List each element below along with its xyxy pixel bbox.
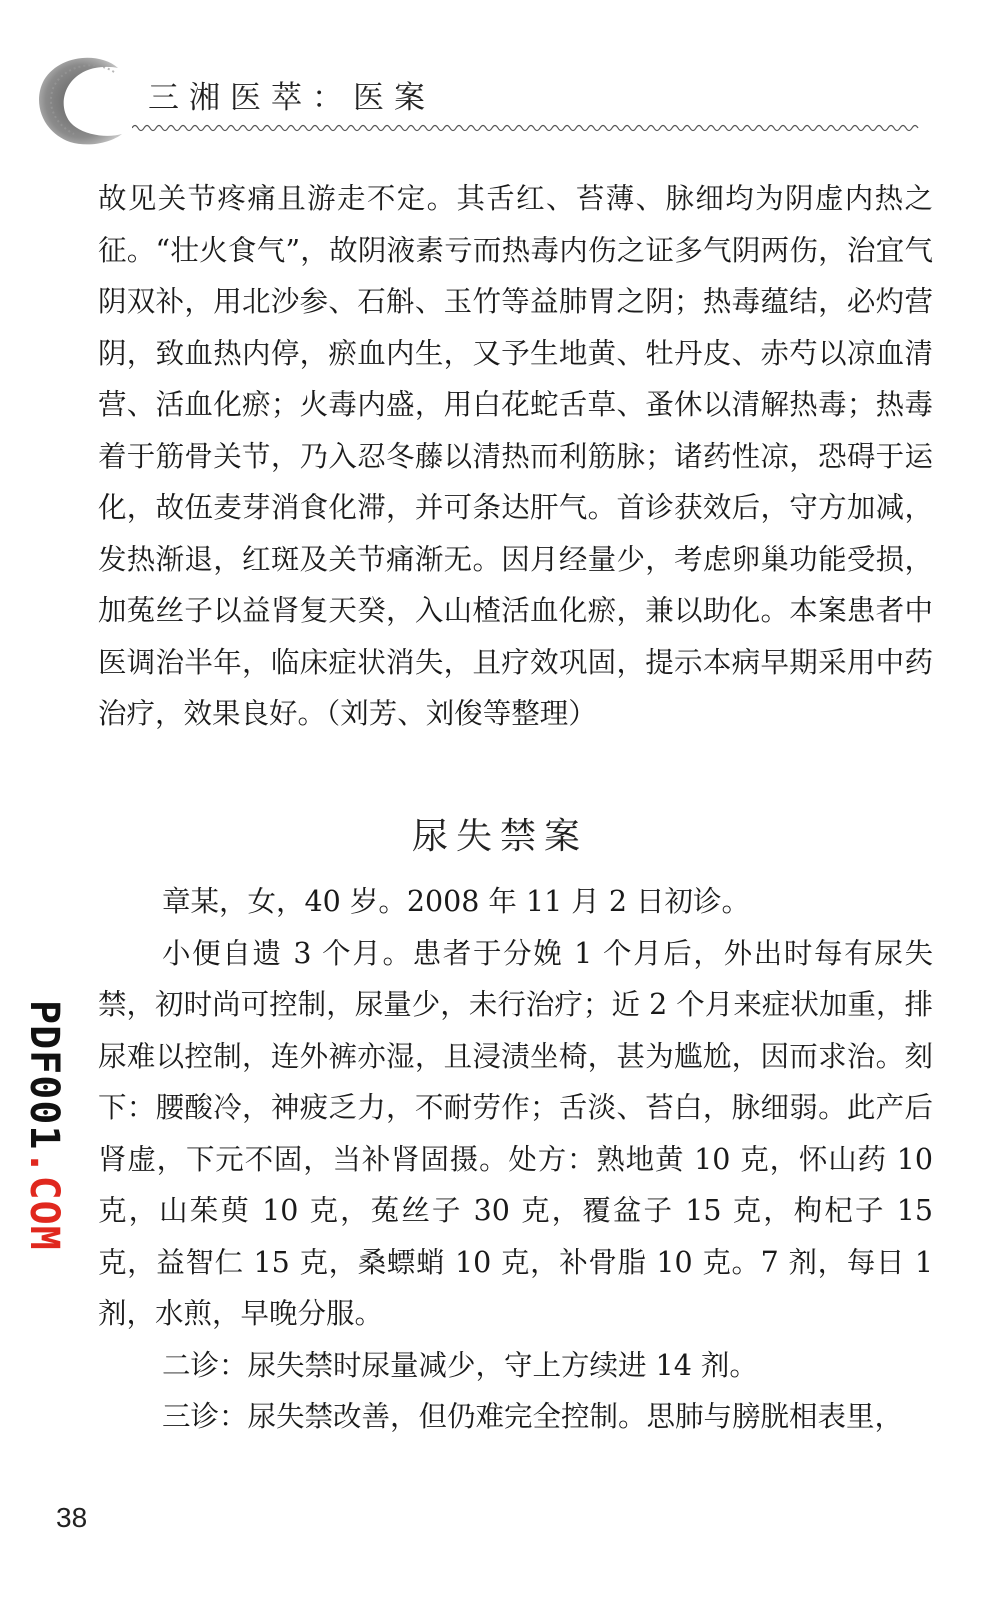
- running-header-title: 三湘医萃：医案: [148, 80, 435, 116]
- paragraph: 三诊：尿失禁改善，但仍难完全控制。思肺与膀胱相表里，: [162, 1400, 904, 1433]
- side-watermark: [14, 1000, 67, 1251]
- paragraph: 章某，女，40 岁。2008 年 11 月 2 日初诊。: [162, 885, 751, 918]
- section-title: 尿失禁案: [411, 816, 588, 857]
- watermark-part-2: .COM: [21, 1150, 67, 1251]
- watermark-part-1: PDF001: [21, 1000, 67, 1151]
- text-block-case: [98, 876, 933, 1443]
- header-wavy-rule: [132, 122, 932, 134]
- text-block-continuation: [98, 173, 933, 740]
- paragraph: 故见关节疼痛且游走不定。其舌红、苔薄、脉细均为阴虚内热之征。“壮火食气”，故阴液素亏而热毒内伤之证多气阴两伤，治宜气阴双补，用北沙参、石斛、玉竹等益肺胃之阴；热毒蕴结，必灼营阴，致血热内停，瘀血内生，又予生地黄、牡丹皮、赤芍以凉血清营、活血化瘀；火毒内盛，用白花蛇舌草、蚤休以清解热毒；热毒着于筋骨关节，乃入忍冬藤以清热而利筋脉；诸药性凉，恐碍于运化，故伍麦芽消食化滞，并可条达肝气。首诊获效后，守方加减，发热渐退，红斑及关节痛渐无。因月经量少，考虑卵巢功能受损，加菟丝子以益肾复天癸，入山楂活血化瘀，兼以助化。本案患者中医调治半年，临床症状消失，且疗效巩固，提示本病早期采用中药治疗，效果良好。（刘芳、刘俊等整理）: [98, 182, 933, 730]
- paragraph: 二诊：尿失禁时尿量减少，守上方续进 14 剂。: [162, 1348, 758, 1382]
- crescent-brush-logo: [30, 50, 140, 150]
- paragraph: 小便自遗 3 个月。患者于分娩 1 个月后，外出时每有尿失禁，初时尚可控制，尿量少，未行治疗；近 2 个月来症状加重，排尿难以控制，连外裤亦湿，且浸渍坐椅，甚为尴尬，因而求治。刻下：腰酸冷，神疲乏力，不耐劳作；舌淡、苔白，脉细弱。此产后肾虚，下元不固，当补肾固摄。处方：熟地黄 10 克，怀山药 10 克，山茱萸 10 克，菟丝子 30 克，覆盆子 15 克，枸杞子 15 克，益智仁 15 克，桑螵蛸 10 克，补骨脂 10 克。7 剂，每日 1 剂，水煎，早晚分服。: [98, 936, 933, 1330]
- page-number: 38: [56, 1502, 88, 1533]
